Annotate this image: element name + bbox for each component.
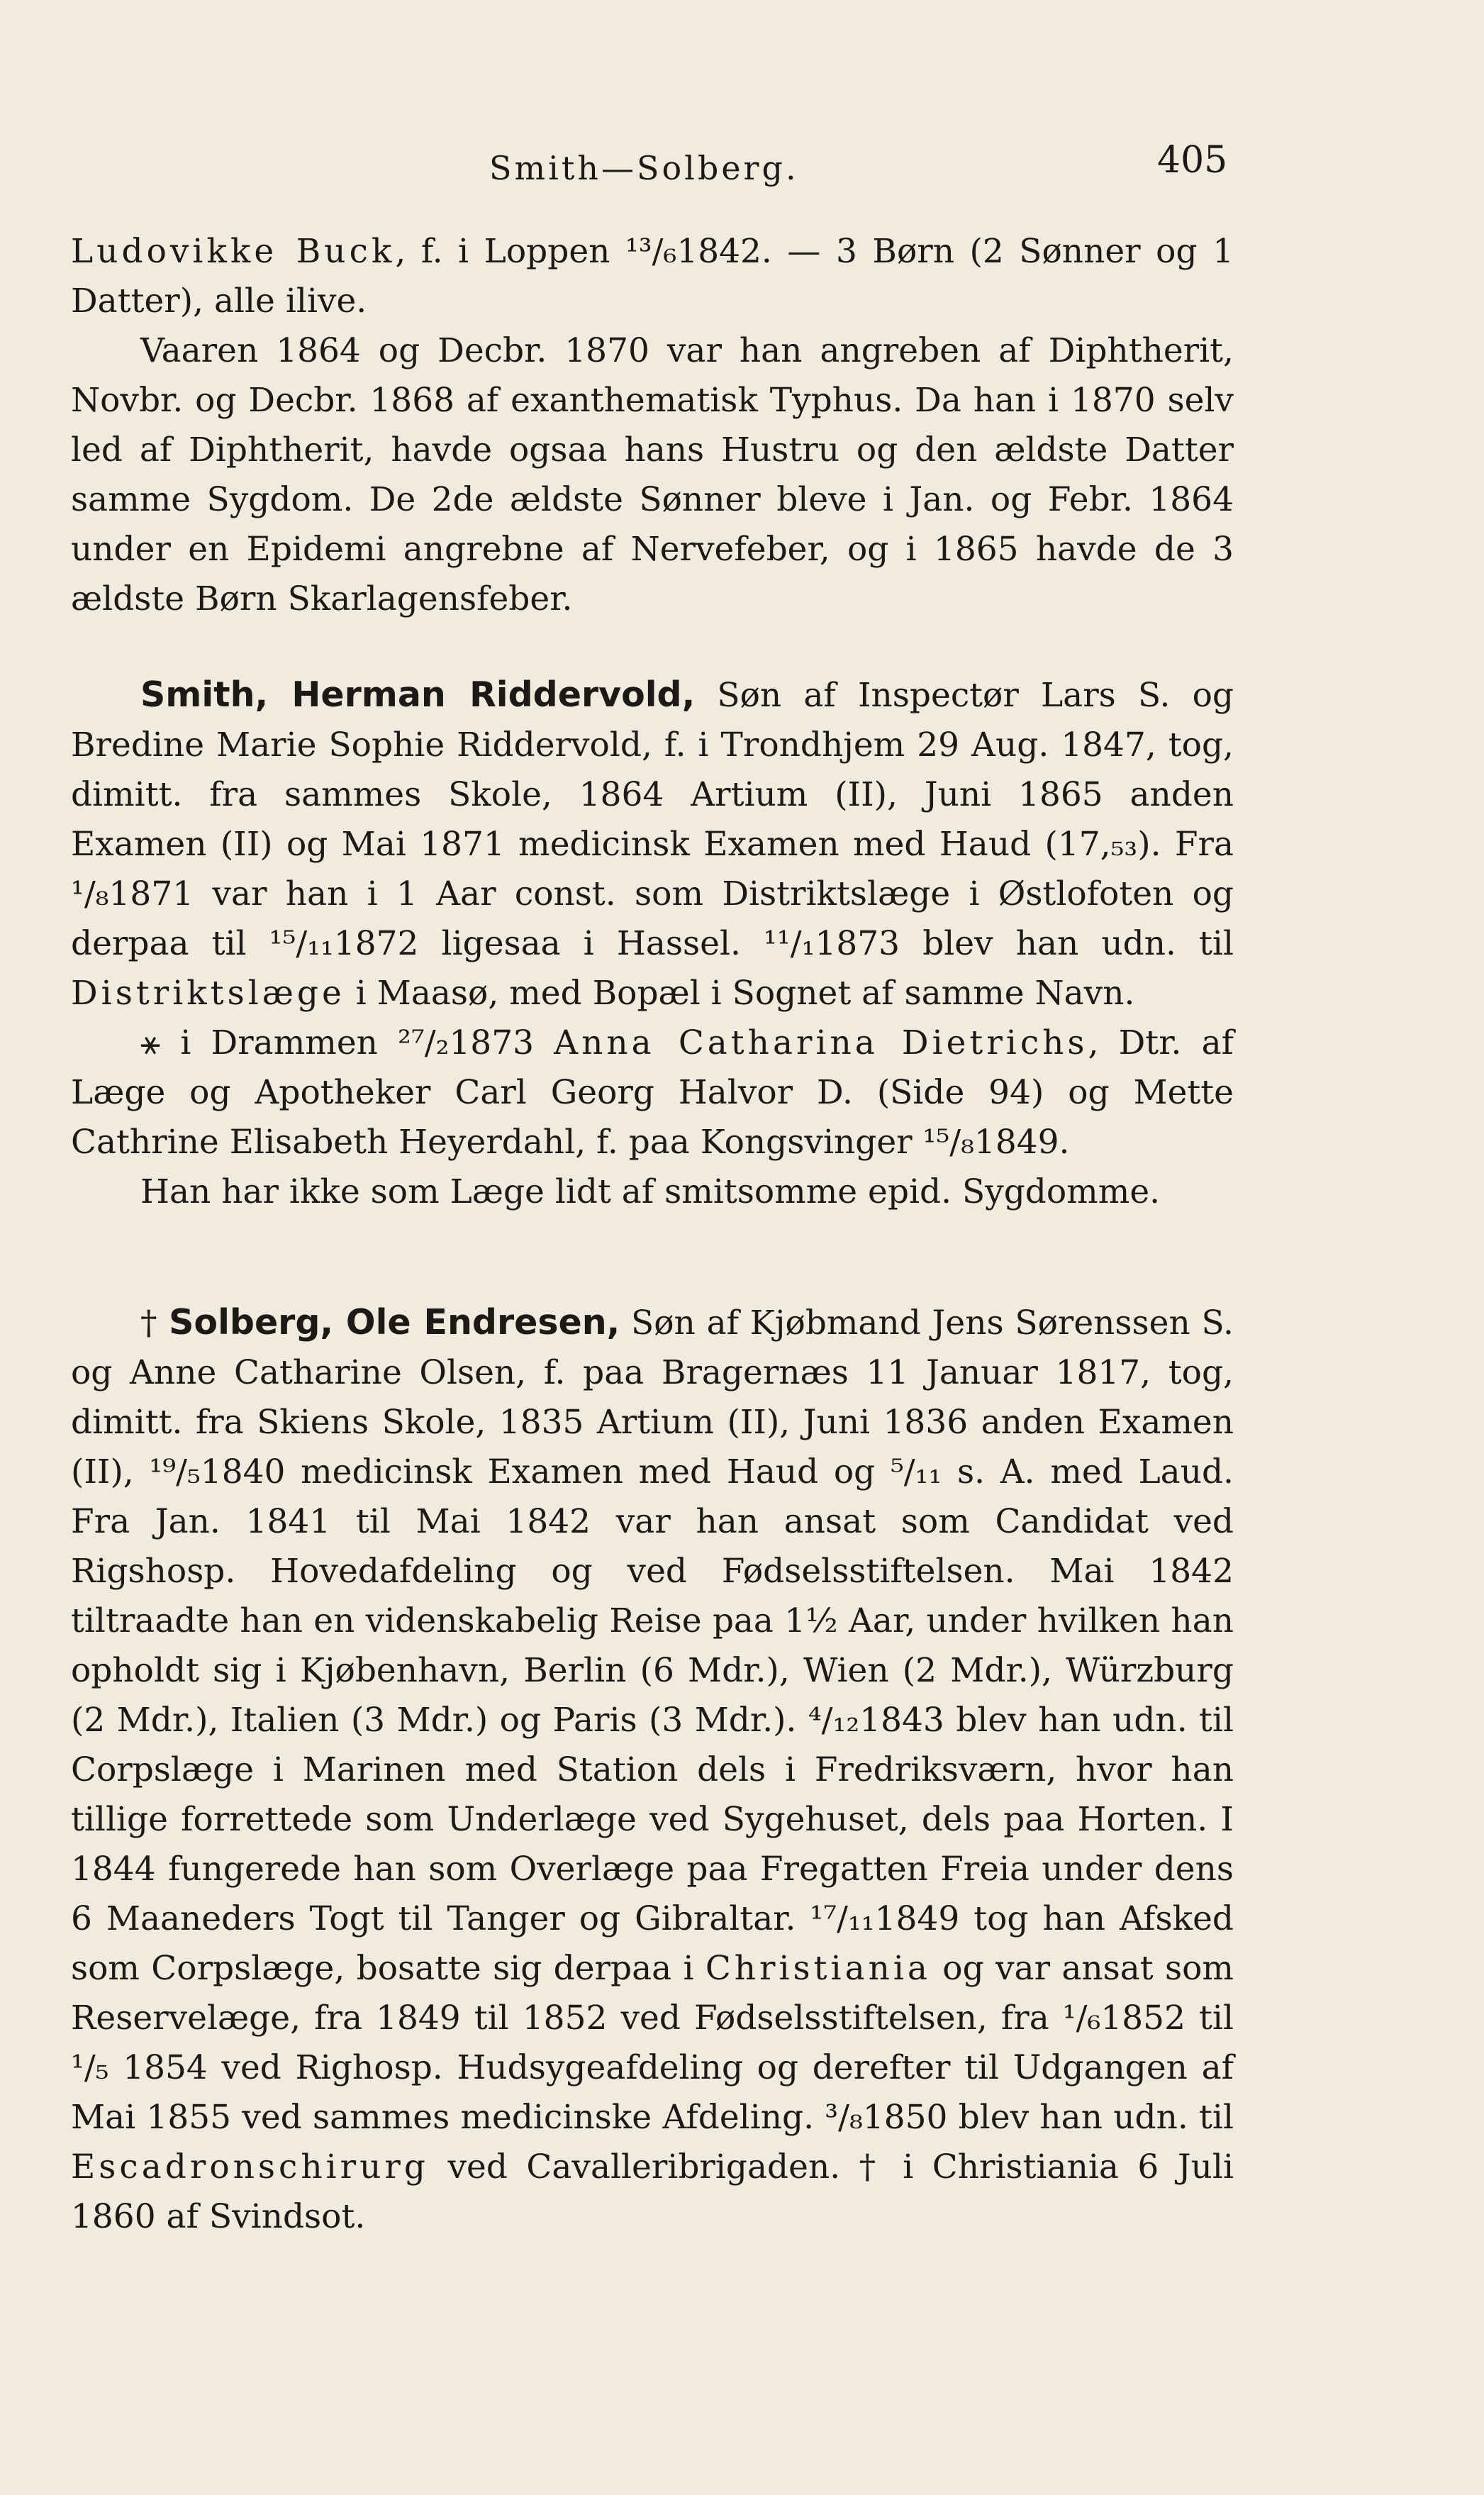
paragraph-text: Han har ikke som Læge lidt af smitsomme epid. Sygdomme. [140, 1172, 1161, 1211]
entry-paragraph [71, 1018, 1234, 1167]
dagger-symbol: † [140, 1304, 158, 1343]
paragraph-text: i Drammen ²⁷/₂1873 [160, 1023, 554, 1062]
paragraph-text: , f. i Loppen ¹³/₆1842. — 3 Børn (2 Sønner og 1 Datter), alle ilive. [71, 232, 1234, 321]
paragraph-text: og var ansat som Reservelæge, fra 1849 til 1852 ved Fødselsstiftelsen, fra ¹/₆1852 til ¹/₅ 1854 ved Righosp. Hudsygeafdeling og derefter til Udgangen af Mai 1855 ved sammes medicinske Afdeling. ³/₈1850 blev han udn. til [71, 1949, 1234, 2137]
emphasized-text: Christiania [705, 1949, 931, 1988]
entry-solberg [71, 1298, 1234, 2242]
entry-smith [71, 670, 1234, 1217]
marriage-symbol: ⚹ [140, 1023, 161, 1062]
entry-name: Smith, Herman Riddervold, [140, 674, 696, 715]
spouse-name: Ludovikke Buck [71, 232, 396, 271]
paragraph-text: ved Cavalleribrigaden. † i Christiania 6 Juli 1860 af Svindsot. [71, 2147, 1234, 2236]
entry-paragraph [71, 670, 1234, 1018]
paragraph-text: Vaaren 1864 og Decbr. 1870 var han angreben af Diphtherit, Novbr. og Decbr. 1868 af exanthematisk Typhus. Da han i 1870 selv led af Diphtherit, havde ogsaa hans Hustru og den ældste Datter samme Sygdom. De 2de ældste Sønner bleve i Jan. og Febr. 1864 under en Epidemi angrebne af Nervefeber, og i 1865 havde de 3 ældste Børn Skarlagensfeber. [71, 331, 1234, 618]
entry-buck-continuation [71, 227, 1234, 624]
paragraph-text: i Maasø, med Bopæl i Sognet af samme Navn. [345, 974, 1135, 1013]
emphasized-text: Distriktslæge [71, 974, 345, 1013]
emphasized-text: Escadronschirurg [71, 2147, 429, 2186]
running-head: Smith—Solberg. [489, 149, 799, 187]
page-number: 405 [1157, 139, 1228, 182]
entry-name: Solberg, Ole Endresen, [169, 1302, 620, 1343]
entry-paragraph [71, 227, 1234, 326]
spouse-name: Anna Catharina Dietrichs [554, 1023, 1088, 1062]
paragraph-text: , Dtr. af Læge og Apotheker Carl Georg Halvor D. (Side 94) og Mette Cathrine Elisabeth Heyerdahl, f. paa Kongsvinger ¹⁵/₈1849. [71, 1023, 1234, 1162]
entry-paragraph [71, 1298, 1234, 2242]
paragraph-text: Søn af Kjøbmand Jens Sørenssen S. og Anne Catharine Olsen, f. paa Bragernæs 11 Januar 1817, tog, dimitt. fra Skiens Skole, 1835 Artium (II), Juni 1836 anden Examen (II), ¹⁹/₅1840 medicinsk Examen med Haud og ⁵/₁₁ s. A. med Laud. Fra Jan. 1841 til Mai 1842 var han ansat som Candidat ved Rigshosp. Hovedafdeling og ved Fødselsstiftelsen. Mai 1842 tiltraadte han en videnskabelig Reise paa 1½ Aar, under hvilken han opholdt sig i Kjøbenhavn, Berlin (6 Mdr.), Wien (2 Mdr.), Würzburg (2 Mdr.), Italien (3 Mdr.) og Paris (3 Mdr.). ⁴/₁₂1843 blev han udn. til Corpslæge i Marinen med Station dels i Fredriksværn, hvor han tillige forrettede som Underlæge ved Sygehuset, dels paa Horten. I 1844 fungerede han som Overlæge paa Fregatten Freia under dens 6 Maaneders Togt til Tanger og Gibraltar. ¹⁷/₁₁1849 tog han Afsked som Corpslæge, bosatte sig derpaa i [71, 1304, 1234, 1988]
page-header [0, 139, 1484, 196]
paragraph-text: Søn af Inspectør Lars S. og Bredine Marie Sophie Riddervold, f. i Trondhjem 29 Aug. 1847, tog, dimitt. fra sammes Skole, 1864 Artium (II), Juni 1865 anden Examen (II) og Mai 1871 medicinsk Examen med Haud (17,₅₃). Fra ¹/₈1871 var han i 1 Aar const. som Distriktslæge i Østlofoten og derpaa til ¹⁵/₁₁1872 ligesaa i Hassel. ¹¹/₁1873 blev han udn. til [71, 676, 1234, 963]
